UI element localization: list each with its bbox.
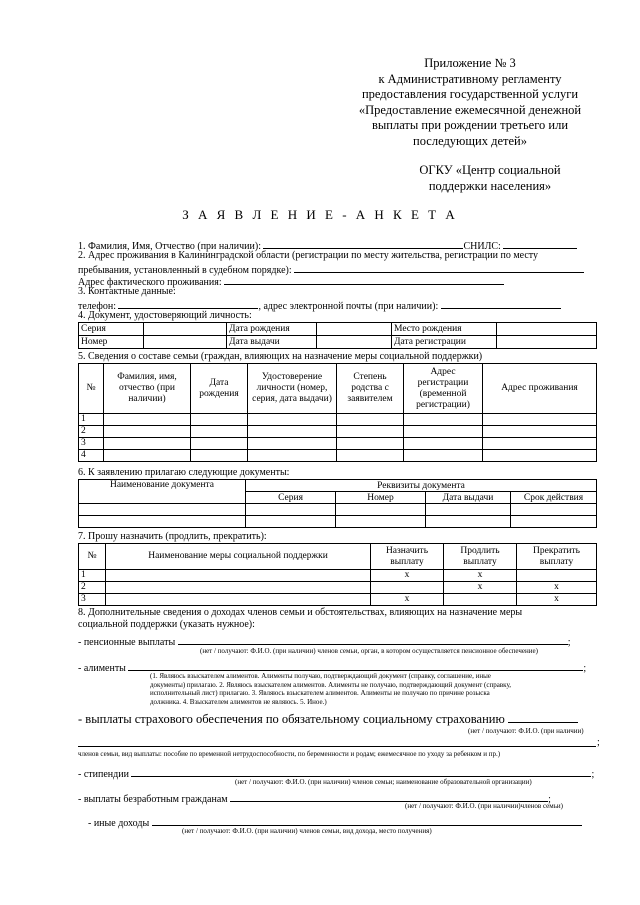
stop-checkbox[interactable]: х bbox=[517, 594, 597, 606]
pension-field[interactable] bbox=[178, 634, 568, 645]
family-cell[interactable] bbox=[248, 438, 337, 450]
semicolon: ; bbox=[597, 737, 600, 748]
row-number: 1 bbox=[79, 570, 106, 582]
col-measure: Наименование меры социальной поддержки bbox=[106, 544, 371, 570]
family-cell[interactable] bbox=[337, 426, 404, 438]
birth-place-value[interactable] bbox=[497, 323, 597, 336]
income-heading-2: социальной поддержки (указать нужное): bbox=[78, 619, 255, 630]
unemployed-field[interactable] bbox=[230, 791, 548, 802]
measure-cell[interactable] bbox=[106, 570, 371, 582]
family-cell[interactable] bbox=[104, 414, 191, 426]
row-number: 4 bbox=[79, 450, 104, 462]
family-cell[interactable] bbox=[191, 414, 248, 426]
insurance-row bbox=[78, 711, 578, 727]
unemployed-label: - выплаты безработным гражданам bbox=[78, 794, 228, 805]
row-number: 1 bbox=[79, 414, 104, 426]
attached-heading: 6. К заявлению прилагаю следующие документы: bbox=[78, 467, 290, 478]
alimony-label: - алименты bbox=[78, 663, 126, 674]
attached-cell[interactable] bbox=[426, 504, 511, 516]
col-requisites: Реквизиты документа bbox=[246, 480, 597, 492]
table-row bbox=[79, 450, 597, 462]
col-series: Серия bbox=[246, 492, 336, 504]
stipend-label: - стипендии bbox=[78, 769, 129, 780]
family-cell[interactable] bbox=[404, 414, 483, 426]
organization bbox=[400, 163, 580, 194]
pension-note: (нет / получают: Ф.И.О. (при наличии) членов семьи, орган, в котором осуществляется пенсионное обеспечение) bbox=[200, 647, 538, 655]
number-label: Номер bbox=[79, 336, 144, 349]
insurance-note-2: членов семьи, вид выплаты: пособие по временной нетрудоспособности, по беременности и родам; ежемесячное по уходу за ребенком и пр.) bbox=[78, 750, 501, 758]
issue-date-value[interactable] bbox=[317, 336, 392, 349]
semicolon: ; bbox=[567, 637, 571, 648]
appendix-header bbox=[330, 56, 610, 149]
col-stop: Прекратить выплату bbox=[517, 544, 597, 570]
col-number: № bbox=[79, 364, 104, 414]
issue-date-label: Дата выдачи bbox=[227, 336, 317, 349]
attached-cell[interactable] bbox=[246, 516, 336, 528]
id-doc-label: 4. Документ, удостоверяющий личность: bbox=[78, 310, 252, 321]
phone-field[interactable] bbox=[118, 298, 258, 309]
row-number: 3 bbox=[79, 594, 106, 606]
attached-cell[interactable] bbox=[336, 516, 426, 528]
attached-table bbox=[78, 479, 597, 528]
insurance-field-line[interactable] bbox=[78, 746, 596, 747]
family-cell[interactable] bbox=[104, 438, 191, 450]
semicolon: ; bbox=[583, 663, 587, 674]
row-number: 2 bbox=[79, 582, 106, 594]
header-line: предоставления государственной услуги bbox=[361, 87, 579, 101]
col-birthdate: Дата рождения bbox=[191, 364, 248, 414]
col-issue-date: Дата выдачи bbox=[426, 492, 511, 504]
id-doc-table bbox=[78, 322, 597, 349]
col-number: № bbox=[79, 544, 106, 570]
number-value[interactable] bbox=[144, 336, 227, 349]
insurance-label: - выплаты страхового обеспечения по обязательному социальному страхованию bbox=[78, 712, 505, 726]
col-assign: Назначить выплату bbox=[371, 544, 444, 570]
fio-field[interactable] bbox=[263, 238, 463, 249]
stipend-field[interactable] bbox=[131, 766, 591, 777]
family-cell[interactable] bbox=[483, 450, 597, 462]
fio-label: 1. Фамилия, Имя, Отчество (при наличии): bbox=[78, 241, 261, 252]
header-line: выплаты при рождении третьего или bbox=[371, 118, 569, 132]
col-valid-until: Срок действия bbox=[511, 492, 597, 504]
col-address: Адрес проживания bbox=[483, 364, 597, 414]
snils-label: СНИЛС: bbox=[463, 241, 501, 252]
document-title: З А Я В Л Е Н И Е - А Н К Е Т А bbox=[182, 207, 458, 222]
table-row bbox=[79, 582, 597, 594]
family-cell[interactable] bbox=[337, 450, 404, 462]
table-row bbox=[79, 504, 597, 516]
org-line: ОГКУ «Центр социальной bbox=[419, 163, 561, 177]
alimony-note-line: документы) прилагаю. 2. Являюсь взыскателем алиментов. Алименты не получаю, подтверждающий документ (справку, bbox=[150, 680, 511, 689]
address-label-1: 2. Адрес проживания в Калининградской области (регистрации по месту жительства, регистрации по месту bbox=[78, 250, 539, 261]
header-line: «Предоставление ежемесячной денежной bbox=[358, 102, 582, 117]
assign-checkbox[interactable]: х bbox=[371, 594, 444, 606]
table-row bbox=[79, 594, 597, 606]
family-cell[interactable] bbox=[404, 426, 483, 438]
table-row bbox=[79, 516, 597, 528]
extend-checkbox[interactable]: х bbox=[444, 570, 517, 582]
attached-cell[interactable] bbox=[79, 504, 246, 516]
pension-label: - пенсионные выплаты bbox=[78, 637, 176, 648]
other-income-label: - иные доходы bbox=[88, 818, 150, 829]
email-field[interactable] bbox=[441, 298, 561, 309]
col-number: Номер bbox=[336, 492, 426, 504]
family-cell[interactable] bbox=[248, 426, 337, 438]
family-cell[interactable] bbox=[483, 426, 597, 438]
series-value[interactable] bbox=[144, 323, 227, 336]
family-cell[interactable] bbox=[104, 426, 191, 438]
stop-checkbox[interactable] bbox=[517, 570, 597, 582]
attached-cell[interactable] bbox=[426, 516, 511, 528]
family-cell[interactable] bbox=[191, 438, 248, 450]
series-label: Серия bbox=[79, 323, 144, 336]
snils-field[interactable] bbox=[503, 238, 577, 249]
family-cell[interactable] bbox=[483, 414, 597, 426]
assign-checkbox[interactable]: х bbox=[371, 570, 444, 582]
table-row bbox=[79, 426, 597, 438]
assign-checkbox[interactable] bbox=[371, 582, 444, 594]
extend-checkbox[interactable]: х bbox=[444, 582, 517, 594]
family-cell[interactable] bbox=[248, 414, 337, 426]
measure-cell[interactable] bbox=[106, 582, 371, 594]
attached-cell[interactable] bbox=[79, 516, 246, 528]
alimony-note-line: исполнительный лист) прилагаю. 3. Являюсь взыскателем алиментов. Алименты не получаю по причине розыска bbox=[150, 689, 490, 697]
row-number: 3 bbox=[79, 438, 104, 450]
alimony-field[interactable] bbox=[128, 660, 583, 671]
col-name: Фамилия, имя, отчество (при наличии) bbox=[104, 364, 191, 414]
row-number: 2 bbox=[79, 426, 104, 438]
address-field[interactable] bbox=[294, 262, 584, 273]
registration-date-value[interactable] bbox=[497, 336, 597, 349]
phone-label: телефон: bbox=[78, 301, 116, 312]
extend-checkbox[interactable] bbox=[444, 594, 517, 606]
family-cell[interactable] bbox=[404, 450, 483, 462]
header-line: последующих детей» bbox=[413, 133, 527, 148]
stop-checkbox[interactable]: х bbox=[517, 582, 597, 594]
family-heading: 5. Сведения о составе семьи (граждан, влияющих на назначение меры социальной поддержки) bbox=[78, 351, 483, 362]
alimony-note-line: должника. 4. Взыскателем алиментов не являюсь. 5. Иное.) bbox=[150, 697, 327, 706]
family-cell[interactable] bbox=[104, 450, 191, 462]
family-cell[interactable] bbox=[404, 438, 483, 450]
col-id: Удостоверение личности (номер, серия, дата выдачи) bbox=[248, 364, 337, 414]
other-income-field[interactable] bbox=[152, 815, 582, 826]
family-table bbox=[78, 363, 597, 462]
request-heading: 7. Прошу назначить (продлить, прекратить): bbox=[78, 531, 267, 542]
family-cell[interactable] bbox=[191, 450, 248, 462]
insurance-note: (нет / получают: Ф.И.О. (при наличии) bbox=[468, 727, 584, 735]
col-reg-address: Адрес регистрации (временной регистрации) bbox=[404, 364, 483, 414]
birth-date-label: Дата рождения bbox=[227, 323, 317, 336]
insurance-field[interactable] bbox=[508, 711, 578, 723]
attached-cell[interactable] bbox=[511, 504, 597, 516]
family-cell[interactable] bbox=[483, 438, 597, 450]
col-relation: Степень родства с заявителем bbox=[337, 364, 404, 414]
other-income-note: (нет / получают: Ф.И.О. (при наличии) членов семьи, вид дохода, место получения) bbox=[182, 827, 432, 835]
stipend-note: (нет / получают: Ф.И.О. (при наличии) членов семьи; наименование образовательной организации) bbox=[235, 778, 532, 786]
semicolon: ; bbox=[548, 794, 551, 805]
table-row bbox=[79, 414, 597, 426]
contacts-label: 3. Контактные данные: bbox=[78, 286, 176, 297]
family-cell[interactable] bbox=[337, 438, 404, 450]
table-row bbox=[79, 570, 597, 582]
family-cell[interactable] bbox=[248, 450, 337, 462]
measure-cell[interactable] bbox=[106, 594, 371, 606]
address-label-2: пребывания, установленный в судебном порядке): bbox=[78, 265, 292, 276]
col-doc-name: Наименование документа bbox=[79, 480, 246, 504]
table-row bbox=[79, 438, 597, 450]
family-cell[interactable] bbox=[337, 414, 404, 426]
actual-address-label: Адрес фактического проживания: bbox=[78, 277, 222, 288]
attached-cell[interactable] bbox=[511, 516, 597, 528]
org-line: поддержки населения» bbox=[428, 178, 552, 193]
family-cell[interactable] bbox=[191, 426, 248, 438]
col-extend: Продлить выплату bbox=[444, 544, 517, 570]
birth-place-label: Место рождения bbox=[392, 323, 497, 336]
alimony-note-line: (1. Являюсь взыскателем алиментов. Алименты получаю, подтверждающий документ (справку, соглашение, иные bbox=[150, 672, 491, 680]
registration-date-label: Дата регистрации bbox=[392, 336, 497, 349]
email-label: , адрес электронной почты (при наличии): bbox=[258, 301, 439, 312]
income-heading-1: 8. Дополнительные сведения о доходах членов семьи и обстоятельствах, влияющих на назначение меры bbox=[78, 607, 523, 618]
actual-address-field[interactable] bbox=[224, 274, 504, 285]
attached-cell[interactable] bbox=[336, 504, 426, 516]
header-line: Приложение № 3 bbox=[424, 56, 516, 70]
alimony-note bbox=[150, 672, 602, 706]
header-line: к Административному регламенту bbox=[378, 71, 562, 86]
attached-cell[interactable] bbox=[246, 504, 336, 516]
unemployed-note: (нет / получают: Ф.И.О. (при наличии)членов семьи) bbox=[405, 802, 563, 810]
request-table bbox=[78, 543, 597, 606]
birth-date-value[interactable] bbox=[317, 323, 392, 336]
semicolon: ; bbox=[591, 769, 595, 780]
